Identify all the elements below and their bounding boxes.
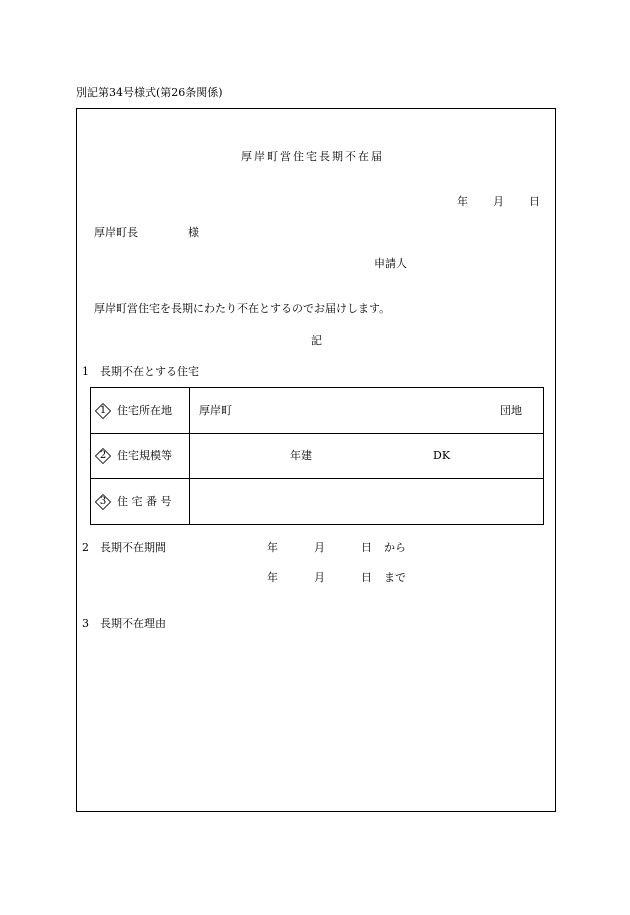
section1-heading: 長期不在とする住宅	[100, 365, 199, 378]
row-label: 住宅所在地	[117, 403, 172, 417]
section1-number: 1	[82, 365, 89, 378]
from-suffix: から	[384, 541, 406, 554]
to-suffix: まで	[384, 571, 406, 584]
diamond-number-icon: 3	[95, 494, 111, 510]
dk-label: DK	[433, 449, 451, 462]
section2-heading: 長期不在期間	[100, 541, 166, 554]
from-month-label: 月	[314, 541, 325, 554]
ki-label: 記	[311, 334, 322, 347]
date-year-label: 年	[457, 195, 468, 208]
section3-number: 3	[82, 617, 89, 630]
diamond-number-icon: 1	[95, 403, 111, 419]
form-title: 厚岸町営住宅長期不在届	[241, 150, 384, 163]
table-value-cell[interactable]	[190, 388, 544, 434]
addressee-honorific: 様	[188, 226, 199, 239]
addressee-name: 厚岸町長	[94, 226, 138, 239]
table-label-cell	[91, 388, 190, 434]
table-label-cell	[91, 479, 190, 525]
row-label: 住宅規模等	[117, 449, 172, 462]
table-value-cell[interactable]	[190, 434, 544, 479]
table-row	[91, 434, 544, 479]
date-month-label: 月	[493, 195, 504, 208]
applicant-label: 申請人	[374, 257, 407, 270]
row-label: 住 宅 番 号	[117, 494, 172, 508]
to-day-label: 日	[361, 571, 372, 584]
from-day-label: 日	[361, 541, 372, 554]
from-year-label: 年	[267, 541, 278, 554]
section3-heading: 長期不在理由	[100, 617, 166, 630]
location-town: 厚岸町	[199, 404, 232, 417]
table-label-cell	[91, 434, 190, 479]
to-year-label: 年	[267, 571, 278, 584]
table-value-cell[interactable]	[190, 479, 544, 525]
section2-number: 2	[82, 541, 89, 554]
table-row	[91, 388, 544, 434]
built-year-label: 年建	[290, 449, 312, 462]
location-danchi: 団地	[500, 404, 522, 417]
table-row	[91, 479, 544, 525]
statement-text: 厚岸町営住宅を長期にわたり不在とするのでお届けします。	[94, 302, 391, 315]
to-month-label: 月	[314, 571, 325, 584]
housing-info-table	[90, 387, 544, 525]
form-label: 別記第34号様式(第26条関係)	[76, 86, 223, 99]
diamond-number-icon: 2	[95, 448, 111, 464]
date-day-label: 日	[529, 195, 540, 208]
